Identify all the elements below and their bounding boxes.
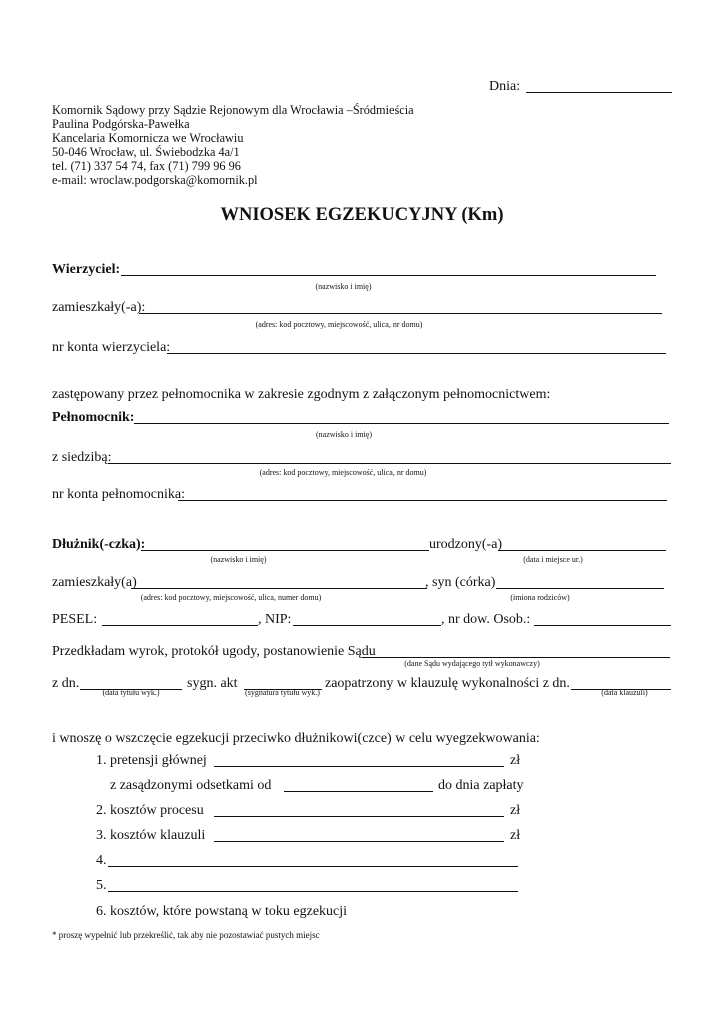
attorney-account-field[interactable] — [178, 500, 667, 501]
creditor-address-field[interactable] — [139, 313, 662, 314]
debtor-son-label: , syn (córka) — [425, 575, 496, 590]
creditor-account-field[interactable] — [167, 353, 666, 354]
header-line-5: tel. (71) 337 54 74, fax (71) 799 96 96 — [52, 159, 241, 173]
id-card-field[interactable] — [534, 625, 671, 626]
interest-to-label: do dnia zapłaty — [438, 778, 524, 793]
item-2-label: 2. kosztów procesu — [96, 803, 204, 818]
creditor-address-label: zamieszkały(-a): — [52, 300, 146, 315]
header-line-6: e-mail: wroclaw.podgorska@komornik.pl — [52, 173, 258, 187]
debtor-label: Dłużnik(-czka): — [52, 537, 146, 552]
date-label: Dnia: — [489, 79, 521, 94]
debtor-address-field[interactable] — [131, 588, 427, 589]
attorney-seat-field[interactable] — [108, 463, 671, 464]
item-5-field[interactable] — [108, 891, 518, 892]
creditor-label: Wierzyciel: — [52, 262, 121, 277]
court-field[interactable] — [362, 657, 670, 658]
nip-label: , NIP: — [258, 612, 292, 627]
case-ref-label: sygn. akt — [187, 676, 238, 691]
header-line-2: Paulina Podgórska-Pawełka — [52, 117, 190, 131]
attorney-name-field[interactable] — [134, 423, 669, 424]
attorney-name-caption: (nazwisko i imię) — [316, 430, 372, 439]
attorney-label: Pełnomocnik: — [52, 410, 135, 425]
date-field[interactable] — [526, 92, 672, 93]
item-4-field[interactable] — [108, 866, 518, 867]
request-text: i wnoszę o wszczęcie egzekucji przeciwko dłużnikowi(czce) w celu wyegzekwowania: — [52, 731, 540, 746]
signature-caption: (sygnatura tytułu wyk.) — [245, 688, 320, 697]
header-line-4: 50-046 Wrocław, ul. Świebodzka 4a/1 — [52, 145, 240, 159]
debtor-address-label: zamieszkały(a) — [52, 575, 137, 590]
header-line-3: Kancelaria Komornicza we Wrocławiu — [52, 131, 244, 145]
judgment-text: Przedkładam wyrok, protokół ugody, postanowienie Sądu — [52, 644, 376, 659]
pesel-label: PESEL: — [52, 612, 98, 627]
attorney-seat-label: z siedzibą: — [52, 450, 112, 465]
item-4-label: 4. — [96, 853, 107, 868]
item-1-label: 1. pretensji głównej — [96, 753, 207, 768]
represented-text: zastępowany przez pełnomocnika w zakresie zgodnym z załączonym pełnomocnictwem: — [52, 387, 551, 402]
attorney-account-label: nr konta pełnomocnika: — [52, 487, 185, 502]
header-line-1: Komornik Sądowy przy Sądzie Rejonowym dla Wrocławia –Śródmieścia — [52, 103, 414, 117]
nip-field[interactable] — [293, 625, 441, 626]
item-1-amount-field[interactable] — [214, 766, 504, 767]
creditor-address-caption: (adres: kod pocztowy, miejscowość, ulica, nr domu) — [255, 320, 423, 329]
debtor-born-caption: (data i miejsce ur.) — [523, 555, 583, 564]
title-date-label: z dn. — [52, 676, 80, 691]
pesel-field[interactable] — [102, 625, 258, 626]
item-3-currency: zł — [510, 828, 521, 843]
item-3-label: 3. kosztów klauzuli — [96, 828, 206, 843]
item-5-label: 5. — [96, 878, 107, 893]
item-1-currency: zł — [510, 753, 521, 768]
creditor-account-label: nr konta wierzyciela: — [52, 340, 171, 355]
id-card-label: , nr dow. Osob.: — [441, 612, 531, 627]
debtor-address-caption: (adres: kod pocztowy, miejscowość, ulica, numer domu) — [140, 593, 322, 602]
page-title: WNIOSEK EGZEKUCYJNY (Km) — [220, 205, 504, 225]
court-caption: (dane Sądu wydającego tytł wykonawczy) — [404, 659, 540, 668]
creditor-name-caption: (nazwisko i imię) — [315, 282, 372, 291]
interest-from-label: z zasądzonymi odsetkami od — [110, 778, 272, 793]
item-2-amount-field[interactable] — [214, 816, 504, 817]
debtor-born-label: urodzony(-a) — [429, 537, 503, 552]
item-6-label: 6. kosztów, które powstaną w toku egzekucji — [96, 904, 348, 919]
debtor-name-caption: (nazwisko i imię) — [210, 555, 267, 564]
clause-text: zaopatrzony w klauzulę wykonalności z dn. — [325, 676, 570, 691]
creditor-name-field[interactable] — [121, 275, 656, 276]
debtor-born-field[interactable] — [498, 550, 666, 551]
attorney-seat-caption: (adres: kod pocztowy, miejscowość, ulica, nr domu) — [259, 468, 427, 477]
item-3-amount-field[interactable] — [214, 841, 504, 842]
title-date-caption: (data tytułu wyk.) — [102, 688, 160, 697]
debtor-parents-caption: (imiona rodziców) — [510, 593, 570, 602]
interest-from-field[interactable] — [284, 791, 433, 792]
debtor-name-field[interactable] — [141, 550, 429, 551]
item-2-currency: zł — [510, 803, 521, 818]
clause-date-caption: (data klauzuli) — [601, 688, 648, 697]
debtor-parents-field[interactable] — [496, 588, 664, 589]
footnote: * proszę wypełnić lub przekreślić, tak aby nie pozostawiać pustych miejsc — [52, 930, 320, 940]
